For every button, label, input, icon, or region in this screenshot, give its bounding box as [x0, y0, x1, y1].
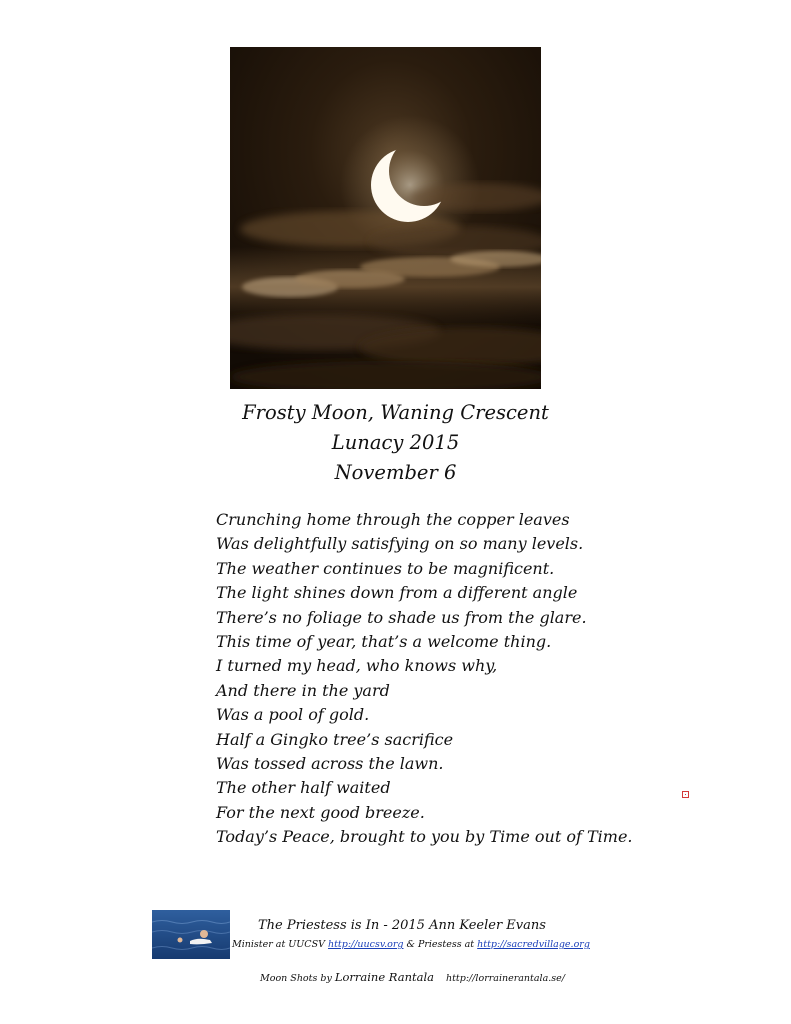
credits-prefix: Moon Shots by: [260, 973, 335, 984]
photographer-name: Lorraine Rantala: [334, 970, 434, 984]
swimmer-icon: [152, 910, 230, 959]
poem-line: For the next good breeze.: [216, 802, 425, 822]
footer-affiliations: [232, 939, 590, 950]
uucsv-link[interactable]: http://uucsv.org: [327, 939, 404, 950]
poem-title-block: [0, 398, 791, 488]
poem-line: The other half waited: [216, 778, 391, 798]
minister-label: Minister at UUCSV: [232, 939, 328, 950]
poem-line: This time of year, that’s a welcome thing.: [216, 632, 552, 652]
poem-body: [216, 508, 656, 850]
poem-title: Frosty Moon, Waning Crescent: [242, 401, 549, 424]
poem-line: Was delightfully satisfying on so many levels.: [216, 534, 584, 554]
photographer-url: http://lorrainerantala.se/: [446, 973, 565, 984]
poem-line: I turned my head, who knows why,: [216, 656, 498, 676]
poem-line: The light shines down from a different angle: [216, 583, 578, 603]
crescent-moon-photo: [230, 47, 541, 389]
poem-line: Was tossed across the lawn.: [216, 754, 444, 774]
poem-line: Was a pool of gold.: [216, 705, 370, 725]
poem-line: And there in the yard: [216, 680, 390, 700]
swimmer-photo: [152, 910, 230, 959]
footer-title: The Priestess is In - 2015 Ann Keeler Evans: [258, 918, 546, 933]
poem-line: Today’s Peace, brought to you by Time out of Time.: [216, 827, 633, 847]
sacredvillage-link[interactable]: http://sacredvillage.org: [477, 939, 590, 950]
poem-line: There’s no foliage to shade us from the glare.: [216, 607, 587, 627]
poem-line: The weather continues to be magnificent.: [216, 558, 555, 578]
annotation-marker-icon[interactable]: [682, 791, 689, 798]
crescent-moon-icon: [230, 47, 541, 389]
poem-subtitle: Lunacy 2015: [331, 431, 460, 454]
poem-line: Crunching home through the copper leaves: [216, 510, 570, 529]
poem-date: November 6: [334, 461, 457, 484]
photo-credits: [260, 970, 565, 984]
poem-line: Half a Gingko tree’s sacrifice: [216, 729, 454, 749]
priestess-label: & Priestess at: [403, 939, 478, 950]
